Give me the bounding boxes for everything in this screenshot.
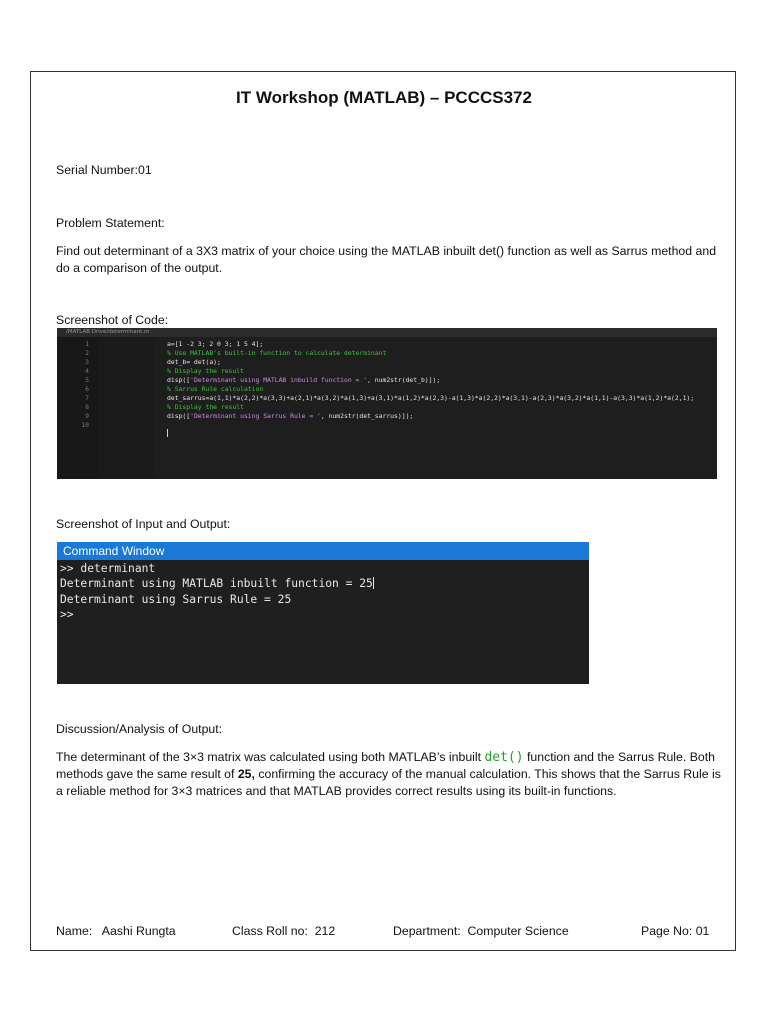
command-window-title: Command Window	[57, 542, 589, 560]
line-number: 4	[85, 368, 89, 375]
code-screenshot	[57, 328, 717, 479]
code-line: det_b= det(a);	[167, 358, 221, 366]
code-line: disp(['Determinant using Sarrus Rule = ', num2str(det_sarrus)]);	[167, 412, 414, 420]
code-comment-line: % Sarrus Rule calculation	[167, 385, 264, 393]
footer-department: Department: Computer Science	[393, 924, 569, 938]
footer-page-number: Page No: 01	[641, 924, 710, 938]
command-line: >> determinant	[60, 562, 156, 575]
inline-code: det()	[484, 750, 524, 765]
command-prompt: >>	[60, 608, 74, 621]
line-number: 9	[85, 413, 89, 420]
code-comment-line: % Display the result	[167, 403, 244, 411]
command-window-screenshot	[57, 542, 589, 684]
line-number: 5	[85, 377, 89, 384]
code-line: a=[1 -2 3; 2 0 3; 1 5 4];	[167, 340, 264, 348]
footer-roll: Class Roll no: 212	[232, 924, 336, 938]
text-cursor	[373, 577, 374, 589]
code-comment-line: % Use MATLAB's built-in function to calculate determinant	[167, 349, 387, 357]
discussion-text: The determinant of the 3×3 matrix was calculated using both MATLAB’s inbuilt det() function and the Sarrus Rule. Both methods gave the same result of 25, confirming the accuracy of the manual calculation. This shows that the Sarrus Rule is a reliable method for 3×3 matrices and that MATLAB provides correct results using its built-in functions.	[56, 750, 721, 798]
serial-number: Serial Number:01	[56, 163, 152, 177]
line-number: 3	[85, 359, 89, 366]
footer-name: Name: Aashi Rungta	[56, 924, 176, 938]
line-number: 1	[85, 341, 89, 348]
problem-heading: Problem Statement:	[56, 216, 165, 230]
line-number: 2	[85, 350, 89, 357]
editor-margin	[99, 337, 155, 479]
code-comment-line: % Display the result	[167, 367, 244, 375]
line-number: 7	[85, 395, 89, 402]
problem-statement: Find out determinant of a 3X3 matrix of your choice using the MATLAB inbuilt det() function as well as Sarrus method and do a comparison of the output.	[56, 244, 717, 275]
command-output-line: Determinant using MATLAB inbuilt function = 25	[60, 577, 373, 590]
line-number: 10	[81, 422, 89, 429]
editor-caret	[167, 429, 168, 437]
code-line: disp(['Determinant using MATLAB inbuild function = ', num2str(det_b)]);	[167, 376, 441, 384]
code-heading: Screenshot of Code:	[56, 313, 169, 327]
page-border	[30, 71, 736, 951]
editor-file-path: /MATLAB Drive/determinant.m	[57, 328, 717, 337]
code-line: det_sarrus=a(1,1)*a(2,2)*a(3,3)+a(2,1)*a(3,2)*a(1,3)+a(3,1)*a(1,2)*a(2,3)-a(1,3)*a(2,2)*a(3,1)-a(2,3)*a(3,2)*a(1,1)-a(3,3)*a(1,2)*a(2,1);	[167, 394, 695, 402]
line-number: 6	[85, 386, 89, 393]
discussion-heading: Discussion/Analysis of Output:	[56, 722, 223, 736]
line-number: 8	[85, 404, 89, 411]
command-output-line: Determinant using Sarrus Rule = 25	[60, 593, 292, 606]
io-heading: Screenshot of Input and Output:	[56, 517, 231, 531]
result-value: 25,	[237, 767, 255, 781]
document-title: IT Workshop (MATLAB) – PCCCS372	[236, 88, 532, 107]
